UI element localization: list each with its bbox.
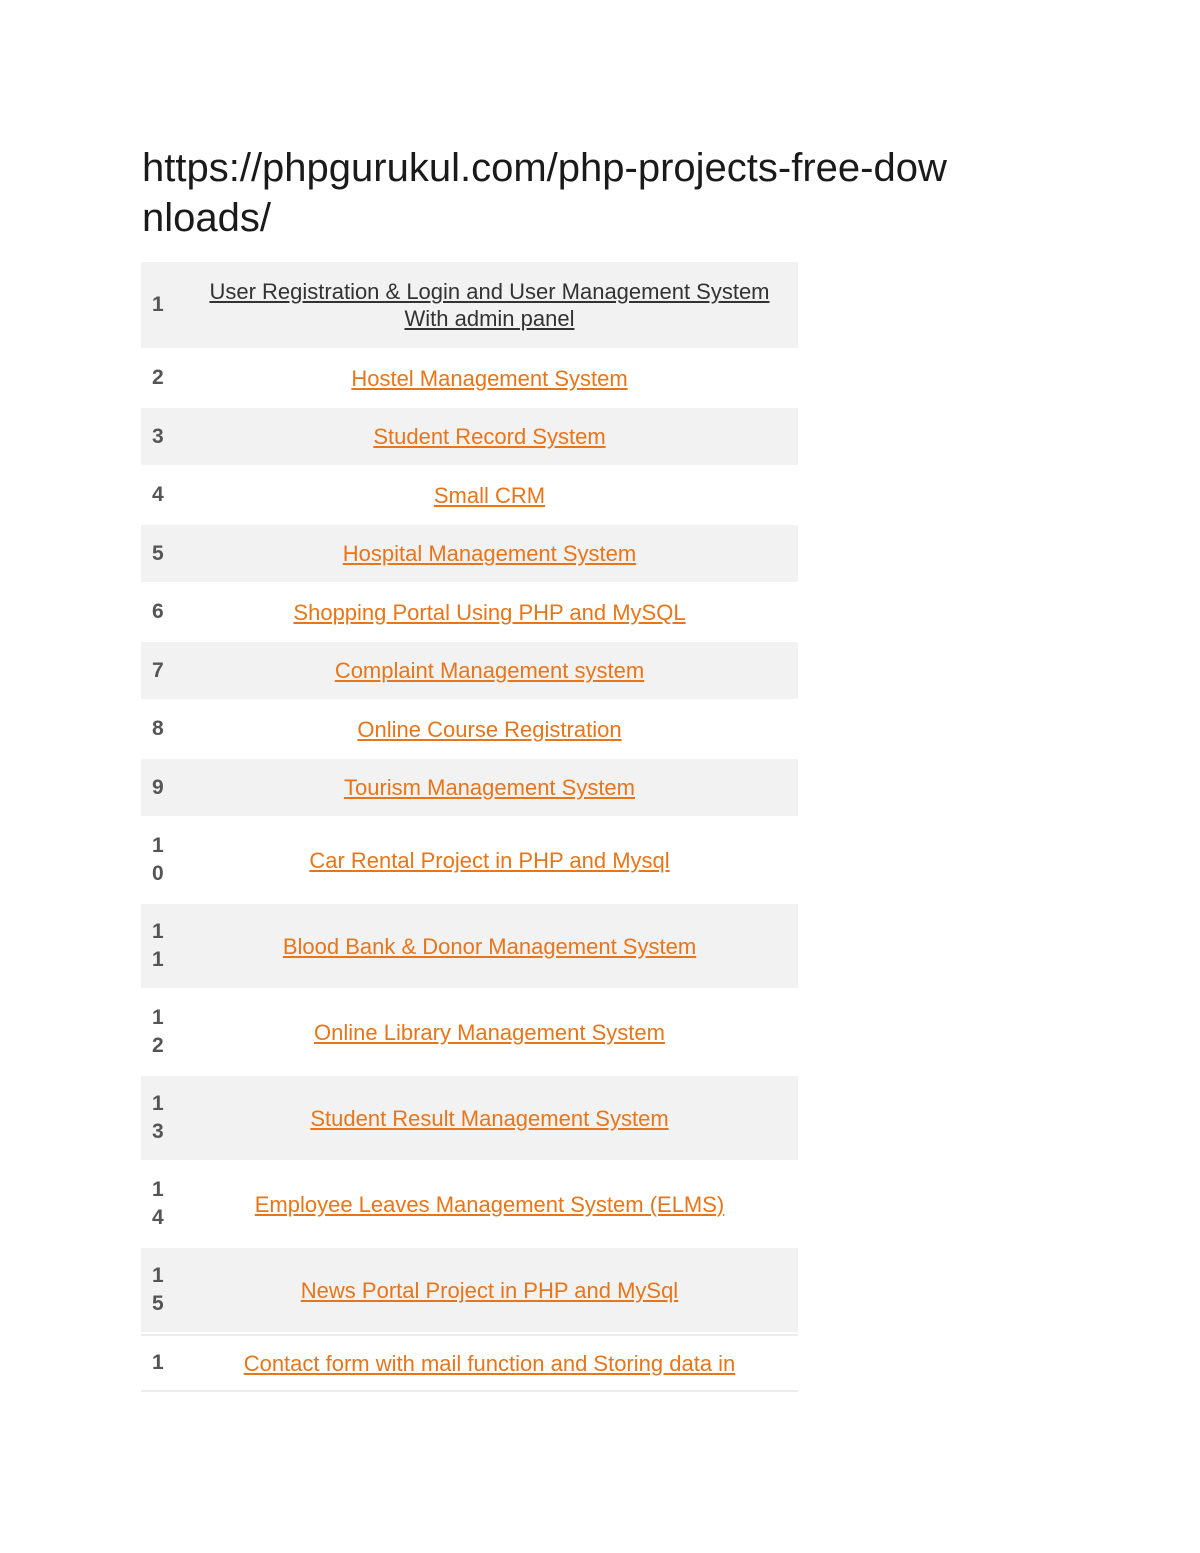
row-number: 8 (152, 717, 164, 740)
row-title-cell (191, 278, 798, 332)
row-number: 10 (152, 834, 164, 885)
row-number: 7 (152, 658, 164, 682)
project-link[interactable]: Online Library Management System (314, 1019, 665, 1045)
table-row (141, 1248, 798, 1334)
row-number: 2 (152, 366, 164, 389)
table-row (141, 467, 798, 525)
table-row (141, 408, 798, 467)
row-number: 13 (152, 1092, 164, 1143)
row-title-cell (191, 716, 798, 743)
table-row (141, 818, 798, 904)
table-row (141, 990, 798, 1076)
table-row (141, 262, 798, 350)
project-link[interactable]: Contact form with mail function and Storing data in (243, 1350, 736, 1376)
project-link[interactable]: Car Rental Project in PHP and Mysql (309, 847, 670, 873)
row-title-cell (191, 933, 798, 960)
row-title-cell (191, 657, 798, 684)
row-title-cell (191, 482, 798, 509)
table-row (141, 1162, 798, 1248)
project-link[interactable]: Blood Bank & Donor Management System (282, 933, 697, 959)
table-row (141, 584, 798, 642)
row-number: 14 (152, 1178, 164, 1229)
table-row (141, 759, 798, 818)
row-number: 1 (152, 293, 164, 316)
page-title: https://phpgurukul.com/php-projects-free-downloads/ (142, 146, 947, 240)
table-row (141, 350, 798, 408)
project-link[interactable]: Complaint Management system (334, 658, 645, 683)
table-row (141, 1076, 798, 1162)
row-title-cell (191, 1277, 798, 1304)
table-row (141, 701, 798, 759)
row-number: 6 (152, 600, 164, 623)
row-number: 3 (152, 424, 164, 448)
row-title-cell (191, 599, 798, 626)
projects-table (141, 262, 798, 1392)
row-number: 5 (152, 541, 164, 565)
row-number: 12 (152, 1006, 164, 1057)
row-number: 15 (152, 1264, 164, 1315)
project-link[interactable]: Small CRM (433, 482, 546, 508)
project-link[interactable]: Online Course Registration (357, 716, 622, 742)
row-title-cell (191, 1105, 798, 1132)
table-row (141, 1334, 798, 1392)
row-number: 9 (152, 775, 164, 799)
row-title-cell (191, 847, 798, 874)
row-title-cell (191, 365, 798, 392)
table-row (141, 642, 798, 701)
row-number: 1 (152, 1351, 164, 1374)
project-link[interactable]: Tourism Management System (344, 775, 635, 800)
project-link[interactable]: Shopping Portal Using PHP and MySQL (293, 599, 686, 625)
project-link[interactable]: User Registration & Login and User Management System With admin panel (209, 279, 770, 331)
row-title-cell (191, 1350, 798, 1377)
row-title-cell (191, 1019, 798, 1046)
row-number: 4 (152, 483, 164, 506)
project-link[interactable]: News Portal Project in PHP and MySql (300, 1277, 679, 1303)
project-link[interactable]: Hospital Management System (342, 541, 637, 566)
row-title-cell (191, 774, 798, 801)
table-row (141, 525, 798, 584)
table-row (141, 904, 798, 990)
project-link[interactable]: Employee Leaves Management System (ELMS) (254, 1191, 725, 1217)
project-link[interactable]: Student Result Management System (310, 1105, 669, 1131)
row-number: 11 (152, 920, 164, 971)
row-title-cell (191, 540, 798, 567)
row-title-cell (191, 423, 798, 450)
project-link[interactable]: Student Record System (373, 424, 606, 449)
row-title-cell (191, 1191, 798, 1218)
project-link[interactable]: Hostel Management System (351, 365, 628, 391)
